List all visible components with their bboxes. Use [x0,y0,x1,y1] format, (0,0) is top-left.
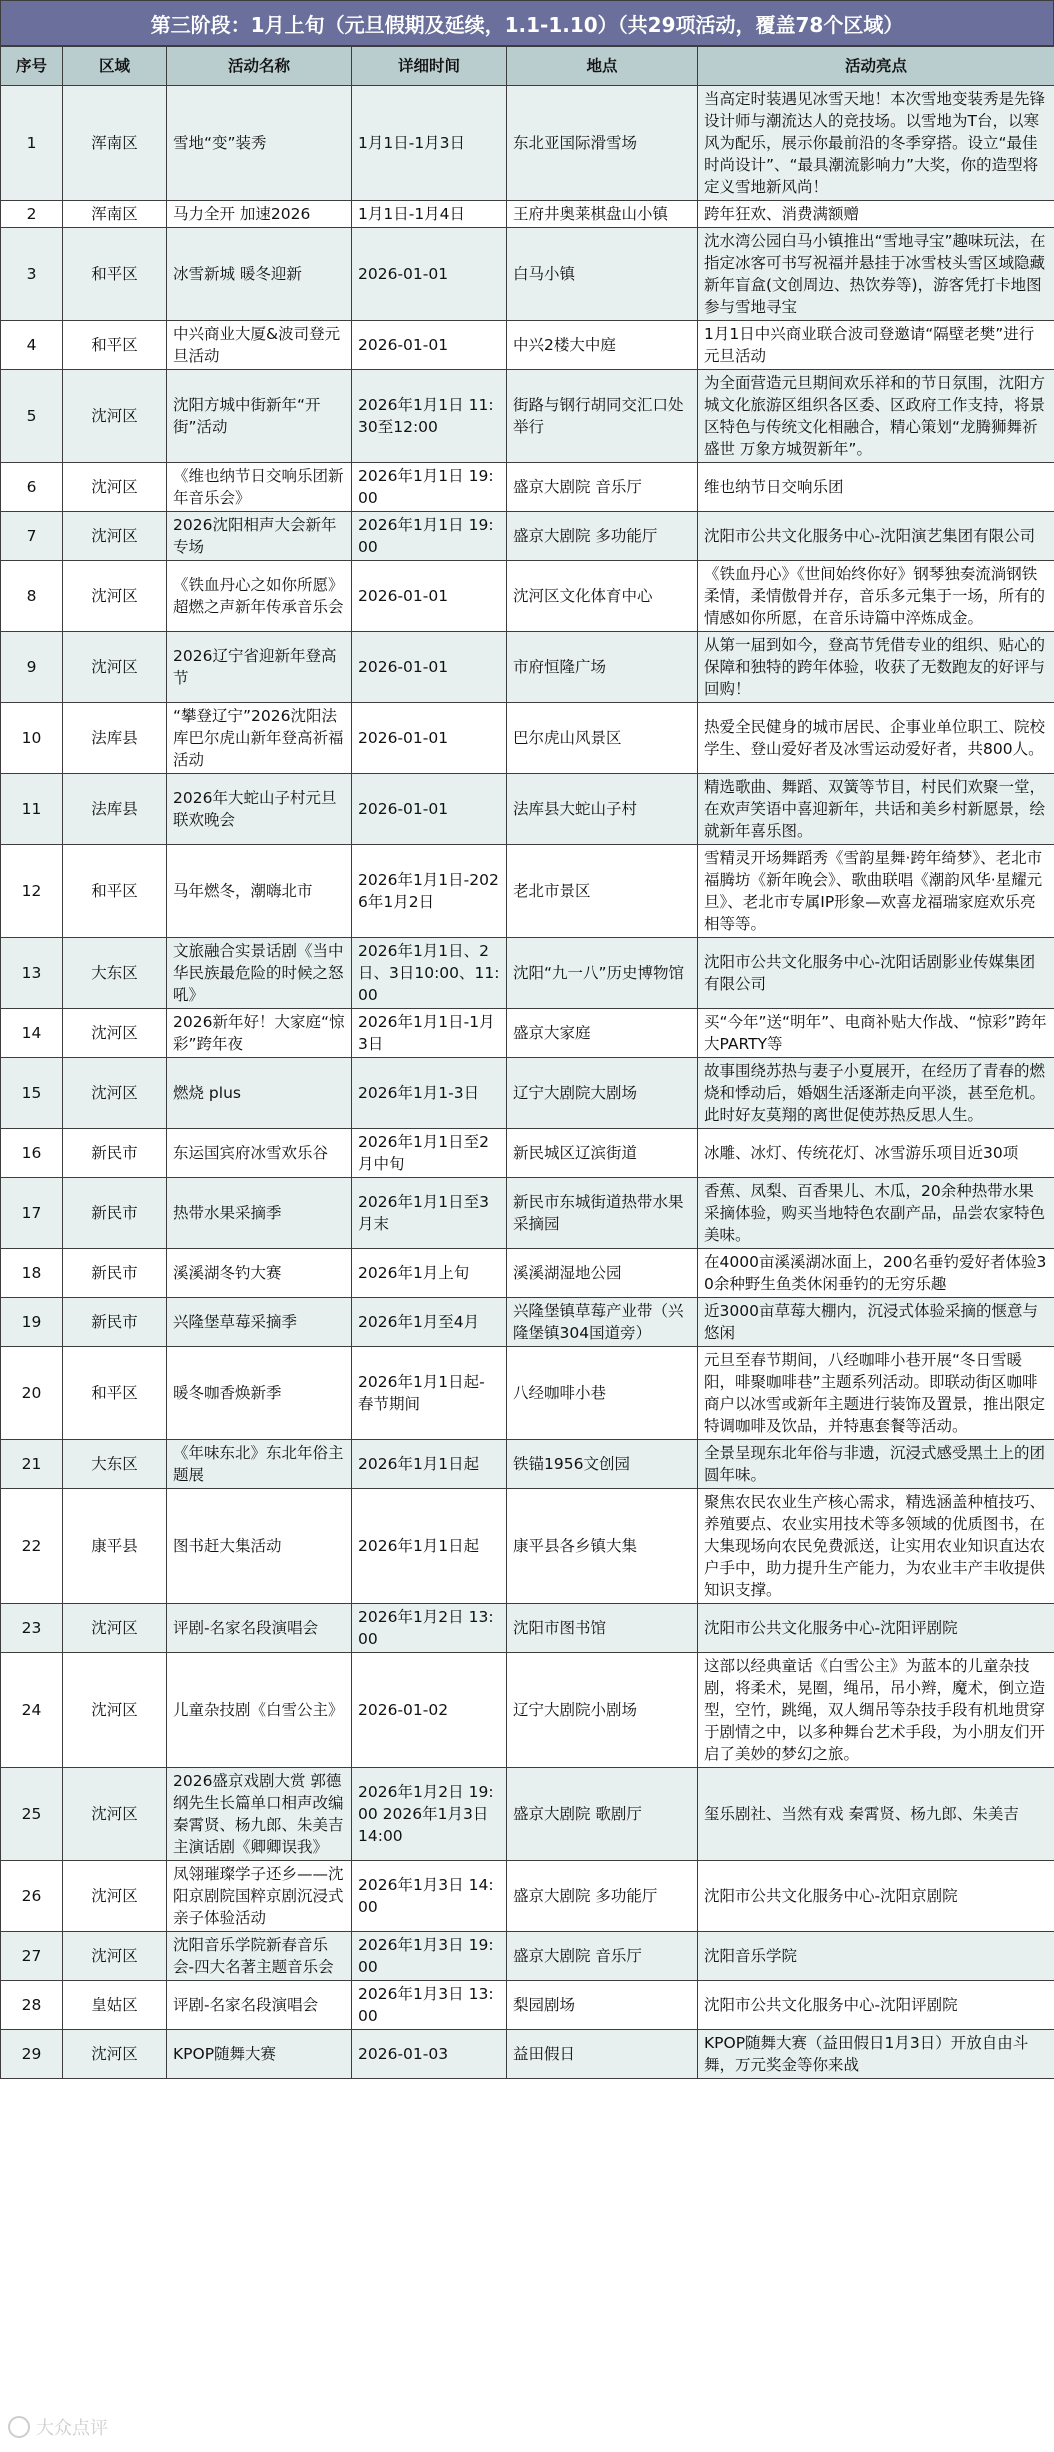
row-place-cell: 铁锚1956文创园 [507,1440,698,1489]
table-row [1,512,1054,561]
sheet-title: 第三阶段：1月上旬（元旦假期及延续，1.1-1.10）（共29项活动，覆盖78个区域） [0,0,1054,46]
row-highlight-cell: 香蕉、凤梨、百香果儿、木瓜，20余种热带水果采摘体验，购买当地特色农副产品，品尝农家特色美味。 [698,1178,1054,1249]
watermark-logo-icon [8,2416,30,2438]
row-time-cell: 2026年1月3日 13:00 [352,1981,507,2030]
row-index-cell: 26 [1,1861,63,1932]
watermark [8,2414,108,2440]
row-highlight-cell: 沈阳市公共文化服务中心-沈阳京剧院 [698,1861,1054,1932]
row-place-cell: 老北市景区 [507,845,698,938]
row-highlight-cell: 雪精灵开场舞蹈秀《雪韵星舞·跨年绮梦》、老北市福腾坊《新年晚会》、歌曲联唱《潮韵风华·星耀元旦》、老北市专属IP形象—欢喜龙福瑞家庭欢乐亮相等等。 [698,845,1054,938]
row-index-cell: 9 [1,632,63,703]
table-row [1,1768,1054,1861]
row-time-cell: 2026-01-01 [352,774,507,845]
header-activity-name: 活动名称 [167,47,352,86]
row-activity-name-cell: 儿童杂技剧《白雪公主》 [167,1653,352,1768]
row-time-cell: 2026-01-01 [352,321,507,370]
row-activity-name-cell: 东运国宾府冰雪欢乐谷 [167,1129,352,1178]
row-area-cell: 沈河区 [63,512,167,561]
table-row [1,1178,1054,1249]
watermark-text: 大众点评 [36,2418,108,2439]
row-highlight-cell: 当高定时装遇见冰雪天地！本次雪地变装秀是先锋设计师与潮流达人的竞技场。以雪地为T台，以寒风为配乐，展示你最前沿的冬季穿搭。设立“最佳时尚设计”、“最具潮流影响力”大奖，你的造型将定义雪地新风尚！ [698,86,1054,201]
row-place-cell: 盛京大剧院 多功能厅 [507,512,698,561]
row-activity-name-cell: 热带水果采摘季 [167,1178,352,1249]
row-area-cell: 法库县 [63,703,167,774]
table-row [1,1347,1054,1440]
row-highlight-cell: 跨年狂欢、消费满额赠 [698,201,1054,228]
table-row [1,2030,1054,2079]
row-highlight-cell: 《铁血丹心》《世间始终你好》钢琴独奏流淌钢铁柔情，柔情傲骨并存，音乐多元集于一场，所有的情感如你所愿，在音乐诗篇中淬炼成金。 [698,561,1054,632]
row-time-cell: 1月1日-1月4日 [352,201,507,228]
row-highlight-cell: 在4000亩溪溪湖冰面上，200名垂钓爱好者体验30余种野生鱼类休闲垂钓的无穷乐趣 [698,1249,1054,1298]
row-area-cell: 和平区 [63,845,167,938]
row-index-cell: 29 [1,2030,63,2079]
row-area-cell: 新民市 [63,1249,167,1298]
row-place-cell: 盛京大剧院 歌剧厅 [507,1768,698,1861]
row-area-cell: 和平区 [63,1347,167,1440]
table-row [1,86,1054,201]
row-highlight-cell: 沈阳市公共文化服务中心-沈阳演艺集团有限公司 [698,512,1054,561]
row-time-cell: 2026年1月3日 19:00 [352,1932,507,1981]
row-highlight-cell: 这部以经典童话《白雪公主》为蓝本的儿童杂技剧，将柔术，晃圈，绳吊，吊小辫，魔术，倒立造型，空竹，跳绳，双人绸吊等杂技手段有机地贯穿于剧情之中，以多种舞台艺术手段，为小朋友们开启了美妙的梦幻之旅。 [698,1653,1054,1768]
row-activity-name-cell: 暖冬咖香焕新季 [167,1347,352,1440]
table-row [1,1653,1054,1768]
row-time-cell: 2026年1月1日起-春节期间 [352,1347,507,1440]
row-index-cell: 6 [1,463,63,512]
row-area-cell: 沈河区 [63,561,167,632]
row-highlight-cell: 沈阳市公共文化服务中心-沈阳评剧院 [698,1981,1054,2030]
row-highlight-cell: 热爱全民健身的城市居民、企事业单位职工、院校学生、登山爱好者及冰雪运动爱好者，共800人。 [698,703,1054,774]
row-area-cell: 和平区 [63,228,167,321]
row-index-cell: 27 [1,1932,63,1981]
row-place-cell: 盛京大剧院 音乐厅 [507,1932,698,1981]
row-highlight-cell: 沈阳市公共文化服务中心-沈阳话剧影业传媒集团有限公司 [698,938,1054,1009]
row-time-cell: 2026-01-01 [352,703,507,774]
row-activity-name-cell: 马年燃冬，潮嗨北市 [167,845,352,938]
row-time-cell: 2026年1月1-3日 [352,1058,507,1129]
row-activity-name-cell: 2026年大蛇山子村元旦联欢晚会 [167,774,352,845]
row-place-cell: 新民城区辽滨街道 [507,1129,698,1178]
row-time-cell: 2026年1月3日 14:00 [352,1861,507,1932]
row-index-cell: 22 [1,1489,63,1604]
table-row [1,1440,1054,1489]
row-place-cell: 沈阳市图书馆 [507,1604,698,1653]
header-highlight: 活动亮点 [698,47,1054,86]
row-time-cell: 2026年1月上旬 [352,1249,507,1298]
table-row [1,1861,1054,1932]
row-time-cell: 2026年1月1日至2月中旬 [352,1129,507,1178]
table-row [1,1298,1054,1347]
row-area-cell: 皇姑区 [63,1981,167,2030]
row-place-cell: 辽宁大剧院大剧场 [507,1058,698,1129]
row-highlight-cell: 从第一届到如今，登高节凭借专业的组织、贴心的保障和独特的跨年体验，收获了无数跑友的好评与回购！ [698,632,1054,703]
row-place-cell: 沈阳“九一八”历史博物馆 [507,938,698,1009]
row-highlight-cell: 精选歌曲、舞蹈、双簧等节目，村民们欢聚一堂，在欢声笑语中喜迎新年，共话和美乡村新愿景，绘就新年喜乐图。 [698,774,1054,845]
row-area-cell: 沈河区 [63,1768,167,1861]
table-row [1,321,1054,370]
row-time-cell: 2026-01-03 [352,2030,507,2079]
table-row [1,370,1054,463]
row-time-cell: 2026年1月1日起 [352,1440,507,1489]
row-place-cell: 盛京大剧院 音乐厅 [507,463,698,512]
row-time-cell: 1月1日-1月3日 [352,86,507,201]
table-row [1,463,1054,512]
row-index-cell: 15 [1,1058,63,1129]
row-time-cell: 2026年1月1日-2026年1月2日 [352,845,507,938]
row-index-cell: 2 [1,201,63,228]
row-index-cell: 12 [1,845,63,938]
table-row [1,1604,1054,1653]
header-place: 地点 [507,47,698,86]
row-place-cell: 梨园剧场 [507,1981,698,2030]
row-activity-name-cell: 评剧-名家名段演唱会 [167,1604,352,1653]
row-activity-name-cell: “攀登辽宁”2026沈阳法库巴尔虎山新年登高祈福活动 [167,703,352,774]
row-place-cell: 街路与钢行胡同交汇口处举行 [507,370,698,463]
row-index-cell: 10 [1,703,63,774]
row-area-cell: 新民市 [63,1129,167,1178]
row-index-cell: 7 [1,512,63,561]
row-area-cell: 新民市 [63,1178,167,1249]
row-place-cell: 八经咖啡小巷 [507,1347,698,1440]
row-highlight-cell: 全景呈现东北年俗与非遗，沉浸式感受黑土上的团圆年味。 [698,1440,1054,1489]
row-index-cell: 3 [1,228,63,321]
row-activity-name-cell: 2026沈阳相声大会新年专场 [167,512,352,561]
row-time-cell: 2026年1月1日至3月末 [352,1178,507,1249]
row-place-cell: 兴隆堡镇草莓产业带（兴隆堡镇304国道旁） [507,1298,698,1347]
row-highlight-cell: 元旦至春节期间，八经咖啡小巷开展“冬日雪暖阳，啡聚咖啡巷”主题系列活动。即联动街区咖啡商户以冰雪或新年主题进行装饰及置景，推出限定特调咖啡及饮品，并特惠套餐等活动。 [698,1347,1054,1440]
row-area-cell: 浑南区 [63,86,167,201]
row-area-cell: 沈河区 [63,2030,167,2079]
row-area-cell: 法库县 [63,774,167,845]
row-area-cell: 沈河区 [63,1932,167,1981]
table-row [1,1058,1054,1129]
row-area-cell: 沈河区 [63,370,167,463]
table-row [1,703,1054,774]
row-highlight-cell: 玺乐剧社、当然有戏 秦霄贤、杨九郎、朱美吉 [698,1768,1054,1861]
row-index-cell: 1 [1,86,63,201]
row-time-cell: 2026年1月1日 19:00 [352,463,507,512]
header-time: 详细时间 [352,47,507,86]
row-highlight-cell: 买“今年”送“明年”、电商补贴大作战、“惊彩”跨年大PARTY等 [698,1009,1054,1058]
table-row [1,561,1054,632]
row-place-cell: 辽宁大剧院小剧场 [507,1653,698,1768]
row-place-cell: 王府井奥莱棋盘山小镇 [507,201,698,228]
row-time-cell: 2026年1月1日-1月3日 [352,1009,507,1058]
table-row [1,1009,1054,1058]
table-row [1,938,1054,1009]
row-activity-name-cell: 2026新年好！大家庭“惊彩”跨年夜 [167,1009,352,1058]
row-index-cell: 20 [1,1347,63,1440]
row-time-cell: 2026年1月1日 11:30至12:00 [352,370,507,463]
row-place-cell: 溪溪湖湿地公园 [507,1249,698,1298]
row-highlight-cell: 沈阳市公共文化服务中心-沈阳评剧院 [698,1604,1054,1653]
row-highlight-cell: KPOP随舞大赛（益田假日1月3日）开放自由斗舞，万元奖金等你来战 [698,2030,1054,2079]
row-area-cell: 沈河区 [63,1861,167,1932]
row-place-cell: 康平县各乡镇大集 [507,1489,698,1604]
row-highlight-cell: 1月1日中兴商业联合波司登邀请“隔壁老樊”进行元旦活动 [698,321,1054,370]
row-index-cell: 28 [1,1981,63,2030]
row-area-cell: 沈河区 [63,632,167,703]
row-area-cell: 康平县 [63,1489,167,1604]
row-activity-name-cell: 凤翎璀璨学子还乡——沈阳京剧院国粹京剧沉浸式亲子体验活动 [167,1861,352,1932]
row-activity-name-cell: 沈阳音乐学院新春音乐会-四大名著主题音乐会 [167,1932,352,1981]
table-row [1,1981,1054,2030]
row-activity-name-cell: 沈阳方城中街新年“开街”活动 [167,370,352,463]
row-time-cell: 2026-01-01 [352,228,507,321]
row-index-cell: 13 [1,938,63,1009]
row-index-cell: 4 [1,321,63,370]
table-row [1,228,1054,321]
row-time-cell: 2026年1月1日 19:00 [352,512,507,561]
row-place-cell: 巴尔虎山风景区 [507,703,698,774]
row-index-cell: 25 [1,1768,63,1861]
header-row [1,47,1054,86]
row-area-cell: 沈河区 [63,1604,167,1653]
row-place-cell: 白马小镇 [507,228,698,321]
row-time-cell: 2026年1月1日、2日、3日10:00、11:00 [352,938,507,1009]
row-activity-name-cell: 2026辽宁省迎新年登高节 [167,632,352,703]
row-activity-name-cell: 溪溪湖冬钓大赛 [167,1249,352,1298]
row-activity-name-cell: 《维也纳节日交响乐团新年音乐会》 [167,463,352,512]
row-time-cell: 2026年1月2日 19:00 2026年1月3日 14:00 [352,1768,507,1861]
row-activity-name-cell: 马力全开 加速2026 [167,201,352,228]
row-highlight-cell: 为全面营造元旦期间欢乐祥和的节日氛围，沈阳方城文化旅游区组织各区委、区政府工作支持，将景区特色与传统文化相融合，精心策划“龙腾狮舞祈盛世 万象方城贺新年”。 [698,370,1054,463]
row-place-cell: 新民市东城街道热带水果采摘园 [507,1178,698,1249]
row-index-cell: 8 [1,561,63,632]
row-index-cell: 23 [1,1604,63,1653]
row-highlight-cell: 故事围绕苏热与妻子小夏展开，在经历了青春的燃烧和悸动后，婚姻生活逐渐走向平淡，甚至危机。此时好友莫翔的离世促使苏热反思人生。 [698,1058,1054,1129]
row-place-cell: 东北亚国际滑雪场 [507,86,698,201]
row-area-cell: 沈河区 [63,1653,167,1768]
row-activity-name-cell: KPOP随舞大赛 [167,2030,352,2079]
row-area-cell: 浑南区 [63,201,167,228]
row-index-cell: 19 [1,1298,63,1347]
row-time-cell: 2026年1月2日 13:00 [352,1604,507,1653]
table-body [1,86,1054,2079]
row-index-cell: 11 [1,774,63,845]
row-activity-name-cell: 图书赶大集活动 [167,1489,352,1604]
row-index-cell: 14 [1,1009,63,1058]
row-time-cell: 2026年1月1日起 [352,1489,507,1604]
table-row [1,632,1054,703]
row-area-cell: 大东区 [63,938,167,1009]
row-area-cell: 沈河区 [63,1009,167,1058]
row-area-cell: 沈河区 [63,463,167,512]
row-index-cell: 21 [1,1440,63,1489]
row-time-cell: 2026年1月至4月 [352,1298,507,1347]
table-row [1,1129,1054,1178]
row-index-cell: 16 [1,1129,63,1178]
row-area-cell: 新民市 [63,1298,167,1347]
row-index-cell: 24 [1,1653,63,1768]
row-activity-name-cell: 燃烧 plus [167,1058,352,1129]
row-activity-name-cell: 兴隆堡草莓采摘季 [167,1298,352,1347]
row-activity-name-cell: 冰雪新城 暖冬迎新 [167,228,352,321]
table-row [1,1489,1054,1604]
row-place-cell: 法库县大蛇山子村 [507,774,698,845]
row-area-cell: 和平区 [63,321,167,370]
row-area-cell: 沈河区 [63,1058,167,1129]
row-highlight-cell: 近3000亩草莓大棚内，沉浸式体验采摘的惬意与悠闲 [698,1298,1054,1347]
row-highlight-cell: 冰雕、冰灯、传统花灯、冰雪游乐项目近30项 [698,1129,1054,1178]
row-place-cell: 益田假日 [507,2030,698,2079]
header-area: 区域 [63,47,167,86]
table-row [1,1249,1054,1298]
row-highlight-cell: 维也纳节日交响乐团 [698,463,1054,512]
table-row [1,845,1054,938]
row-place-cell: 中兴2楼大中庭 [507,321,698,370]
row-activity-name-cell: 2026盛京戏剧大赏 郭德纲先生长篇单口相声改编秦霄贤、杨九郎、朱美吉主演话剧《卿卿误我》 [167,1768,352,1861]
activity-table [0,46,1054,2079]
row-highlight-cell: 沈阳音乐学院 [698,1932,1054,1981]
row-place-cell: 盛京大剧院 多功能厅 [507,1861,698,1932]
header-index: 序号 [1,47,63,86]
row-place-cell: 市府恒隆广场 [507,632,698,703]
table-row [1,201,1054,228]
row-highlight-cell: 聚焦农民农业生产核心需求，精选涵盖种植技巧、养殖要点、农业实用技术等多领域的优质图书，在大集现场向农民免费派送，让实用农业知识直达农户手中，助力提升生产能力，为农业丰产丰收提供知识支撑。 [698,1489,1054,1604]
row-time-cell: 2026-01-01 [352,561,507,632]
row-activity-name-cell: 评剧-名家名段演唱会 [167,1981,352,2030]
row-index-cell: 17 [1,1178,63,1249]
table-row [1,1932,1054,1981]
row-activity-name-cell: 中兴商业大厦&波司登元旦活动 [167,321,352,370]
row-highlight-cell: 沈水湾公园白马小镇推出“雪地寻宝”趣味玩法，在指定冰客可书写祝福并悬挂于冰雪枝头雪区域隐藏新年盲盒(文创周边、热饮券等)，游客凭打卡地图参与雪地寻宝 [698,228,1054,321]
row-index-cell: 18 [1,1249,63,1298]
row-activity-name-cell: 《年味东北》东北年俗主题展 [167,1440,352,1489]
row-time-cell: 2026-01-02 [352,1653,507,1768]
table-row [1,774,1054,845]
row-place-cell: 盛京大家庭 [507,1009,698,1058]
row-area-cell: 大东区 [63,1440,167,1489]
row-activity-name-cell: 雪地“变”装秀 [167,86,352,201]
row-activity-name-cell: 《铁血丹心之如你所愿》超燃之声新年传承音乐会 [167,561,352,632]
row-index-cell: 5 [1,370,63,463]
row-activity-name-cell: 文旅融合实景话剧《当中华民族最危险的时候之怒吼》 [167,938,352,1009]
row-place-cell: 沈河区文化体育中心 [507,561,698,632]
row-time-cell: 2026-01-01 [352,632,507,703]
